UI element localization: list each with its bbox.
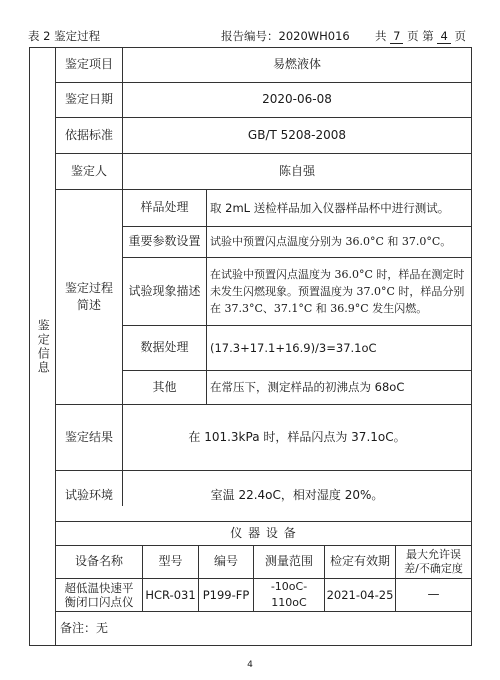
process-row-label: 试验现象描述: [128, 283, 201, 298]
instr-header: 测量范围: [264, 554, 313, 569]
table-title: 表 2 鉴定过程: [28, 29, 101, 43]
instr-cell: 2021-04-25: [326, 587, 394, 602]
side-label: 鉴定信息: [36, 319, 51, 375]
date-label: 鉴定日期: [64, 92, 113, 107]
date-value: 2020-06-08: [262, 92, 332, 107]
standard-label: 依据标准: [64, 127, 113, 142]
instr-header: 编号: [213, 554, 238, 569]
appraiser-label: 鉴定人: [70, 163, 107, 178]
current-page: 4: [437, 29, 450, 44]
instr-cell: -10oC-110oC: [270, 580, 308, 609]
report-number: 报告编号：2020WH016: [221, 29, 350, 43]
item-value: 易燃液体: [272, 57, 321, 72]
instr-cell: 超低温快速平衡闭口闪点仪: [64, 580, 134, 609]
result-value: 在 101.3kPa 时，样品闪点为 37.1oC。: [188, 429, 406, 444]
standard-value: GB/T 5208-2008: [247, 127, 347, 142]
process-row-label: 其他: [152, 379, 177, 394]
environment-value: 室温 22.4oC，相对湿度 20%。: [210, 488, 384, 503]
process-label-line1: 鉴定过程: [64, 280, 113, 295]
pages-suffix: 页: [454, 29, 466, 43]
page-number: 4: [247, 660, 253, 670]
total-pages: 7: [390, 29, 403, 44]
process-row-text: 在常压下，测定样品的初沸点为 68oC: [210, 380, 405, 395]
process-row-text: 试验中预置闪点温度分别为 36.0°C 和 37.0°C。: [210, 235, 452, 249]
pages-mid: 页 第: [407, 29, 434, 43]
remarks: 备注：无: [60, 620, 109, 635]
result-label: 鉴定结果: [64, 429, 113, 444]
instr-cell: —: [427, 587, 440, 602]
environment-label: 试验环境: [64, 488, 113, 503]
appraiser-value: 陈自强: [278, 163, 315, 178]
process-label: [56, 190, 122, 404]
process-row-text: 在试验中预置闪点温度为 36.0°C 时，样品在测定时未发生闪燃现象。预置温度为 37.0°C 时，样品分别在 37.3°C、37.1°C 和 36.9°C 发生闪燃。: [210, 267, 465, 316]
process-row-text: 取 2mL 送检样品加入仪器样品杯中进行测试。: [210, 200, 450, 215]
item-label: 鉴定项目: [64, 57, 113, 72]
instruments-title: 仪 器 设 备: [230, 525, 297, 540]
instr-cell: HCR-031: [145, 587, 196, 602]
page-counter: [375, 28, 466, 44]
process-row-text: (17.3+17.1+16.9)/3=37.1oC: [210, 340, 377, 355]
instr-header: 检定有效期: [329, 554, 390, 569]
process-row-label: 数据处理: [140, 340, 189, 355]
process-row-label: 重要参数设置: [128, 234, 201, 249]
instr-header: 最大允许误差/不确定度: [404, 548, 463, 575]
process-label-line2: 简述: [76, 298, 101, 312]
instr-header: 型号: [158, 554, 183, 569]
process-row-label: 样品处理: [140, 200, 189, 215]
instr-header: 设备名称: [74, 554, 123, 569]
instr-cell: P199-FP: [202, 587, 250, 602]
pages-prefix: 共: [375, 29, 387, 43]
